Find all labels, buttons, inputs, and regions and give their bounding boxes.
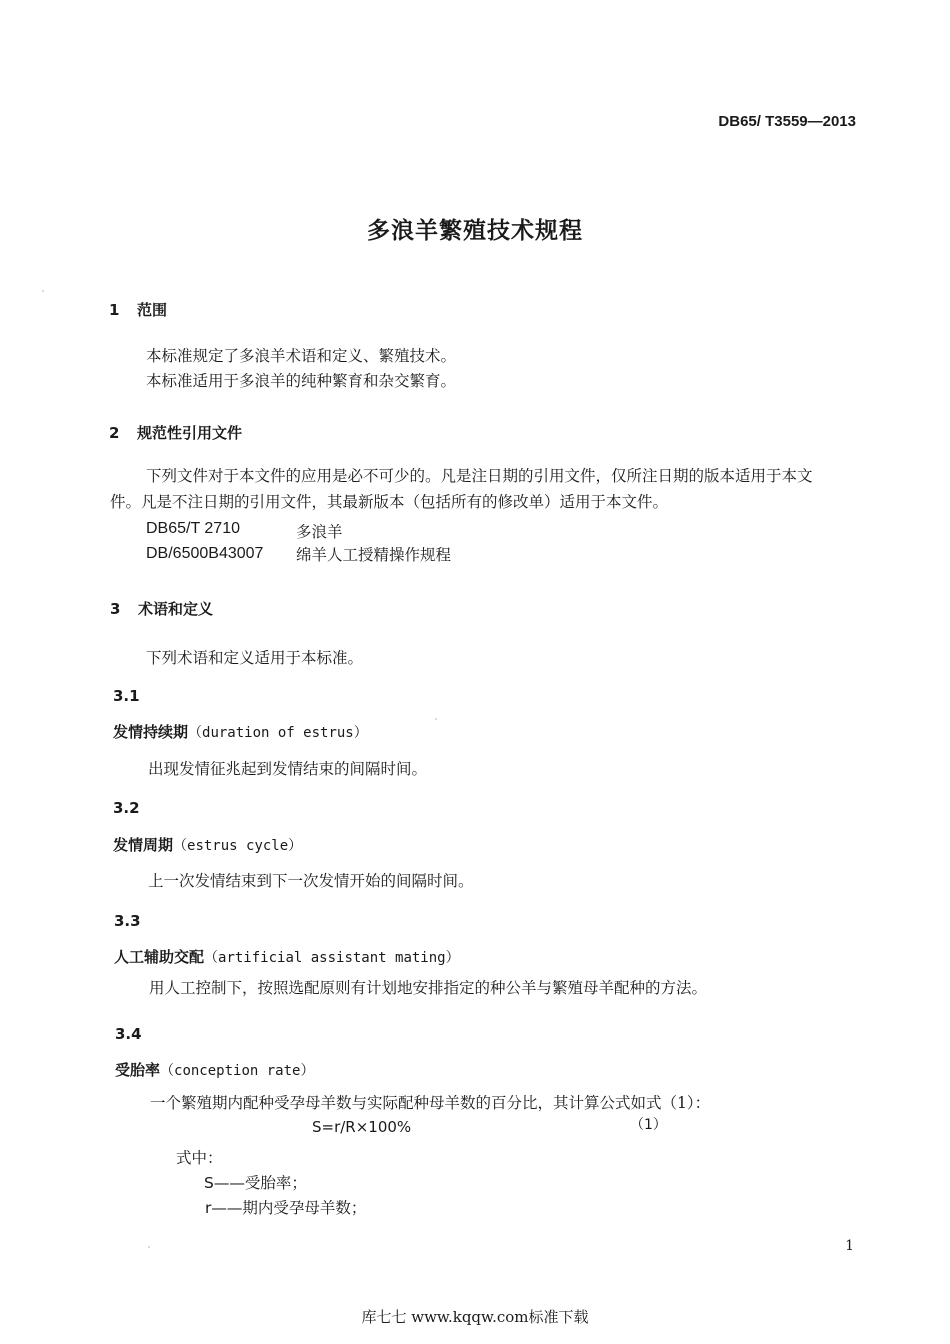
footer-watermark: 库七七 www.kqqw.com标准下载 <box>361 1308 589 1326</box>
formula-label: （1） <box>630 1117 667 1133</box>
term-zh: 发情持续期 <box>113 723 189 741</box>
term-number: 3.3 <box>114 912 141 930</box>
term-en: （artificial assistant mating） <box>204 950 460 966</box>
paragraph: 本标准规定了多浪羊术语和定义、繁殖技术。 <box>146 347 457 365</box>
reference-code: DB/6500B43007 <box>146 545 264 562</box>
variable-definition <box>204 1171 307 1193</box>
variable-desc: ——受胎率； <box>213 1174 307 1192</box>
term-number: 3.4 <box>115 1025 142 1043</box>
term-zh: 受胎率 <box>115 1061 161 1079</box>
formula: S=r/R×100% <box>312 1118 412 1136</box>
page-number: 1 <box>845 1238 854 1254</box>
term-heading <box>114 946 460 967</box>
term-zh: 发情周期 <box>113 836 174 854</box>
section-title: 术语和定义 <box>138 600 214 618</box>
term-definition: 出现发情征兆起到发情结束的间隔时间。 <box>148 760 428 778</box>
variable-definition <box>205 1196 366 1218</box>
document-title: 多浪羊繁殖技术规程 <box>367 218 583 244</box>
term-number: 3.1 <box>113 687 140 705</box>
term-definition: 一个繁殖期内配种受孕母羊数与实际配种母羊数的百分比，其计算公式如式（1）： <box>150 1094 711 1112</box>
reference-code: DB65/T 2710 <box>146 520 240 537</box>
section-title: 规范性引用文件 <box>137 424 243 442</box>
term-en: （estrus cycle） <box>173 838 303 854</box>
variable-symbol: r <box>205 1199 212 1217</box>
section-3-heading <box>110 598 213 619</box>
section-title: 范围 <box>137 301 168 319</box>
term-en: （conception rate） <box>160 1063 315 1079</box>
term-definition: 用人工控制下，按照选配原则有计划地安排指定的种公羊与繁殖母羊配种的方法。 <box>149 979 708 997</box>
term-heading <box>113 721 368 742</box>
paragraph: 下列文件对于本文件的应用是必不可少的。凡是注日期的引用文件，仅所注日期的版本适用于本文 <box>146 467 813 485</box>
section-2-heading <box>109 422 242 443</box>
paragraph-continuation: 件。凡是不注日期的引用文件，其最新版本（包括所有的修改单）适用于本文件。 <box>110 493 669 511</box>
variable-desc: ——期内受孕母羊数； <box>211 1199 367 1217</box>
paragraph: 本标准适用于多浪羊的纯种繁育和杂交繁育。 <box>146 372 457 390</box>
reference-title: 多浪羊 <box>296 523 343 541</box>
section-number: 3 <box>110 600 121 618</box>
reference-title: 绵羊人工授精操作规程 <box>296 546 452 564</box>
section-1-heading <box>109 299 167 320</box>
section-number: 2 <box>109 424 120 442</box>
scan-speck <box>148 1246 150 1248</box>
paragraph: 下列术语和定义适用于本标准。 <box>146 649 364 667</box>
term-heading <box>113 834 302 855</box>
term-en: （duration of estrus） <box>188 725 368 741</box>
scan-speck <box>435 718 437 720</box>
standard-number: DB65/ T3559—2013 <box>718 113 856 130</box>
where-label: 式中： <box>176 1149 223 1167</box>
scan-speck <box>42 290 44 292</box>
term-heading <box>115 1059 314 1080</box>
term-definition: 上一次发情结束到下一次发情开始的间隔时间。 <box>148 872 474 890</box>
term-number: 3.2 <box>113 799 140 817</box>
variable-symbol: S <box>204 1174 214 1192</box>
term-zh: 人工辅助交配 <box>114 948 205 966</box>
section-number: 1 <box>109 301 120 319</box>
